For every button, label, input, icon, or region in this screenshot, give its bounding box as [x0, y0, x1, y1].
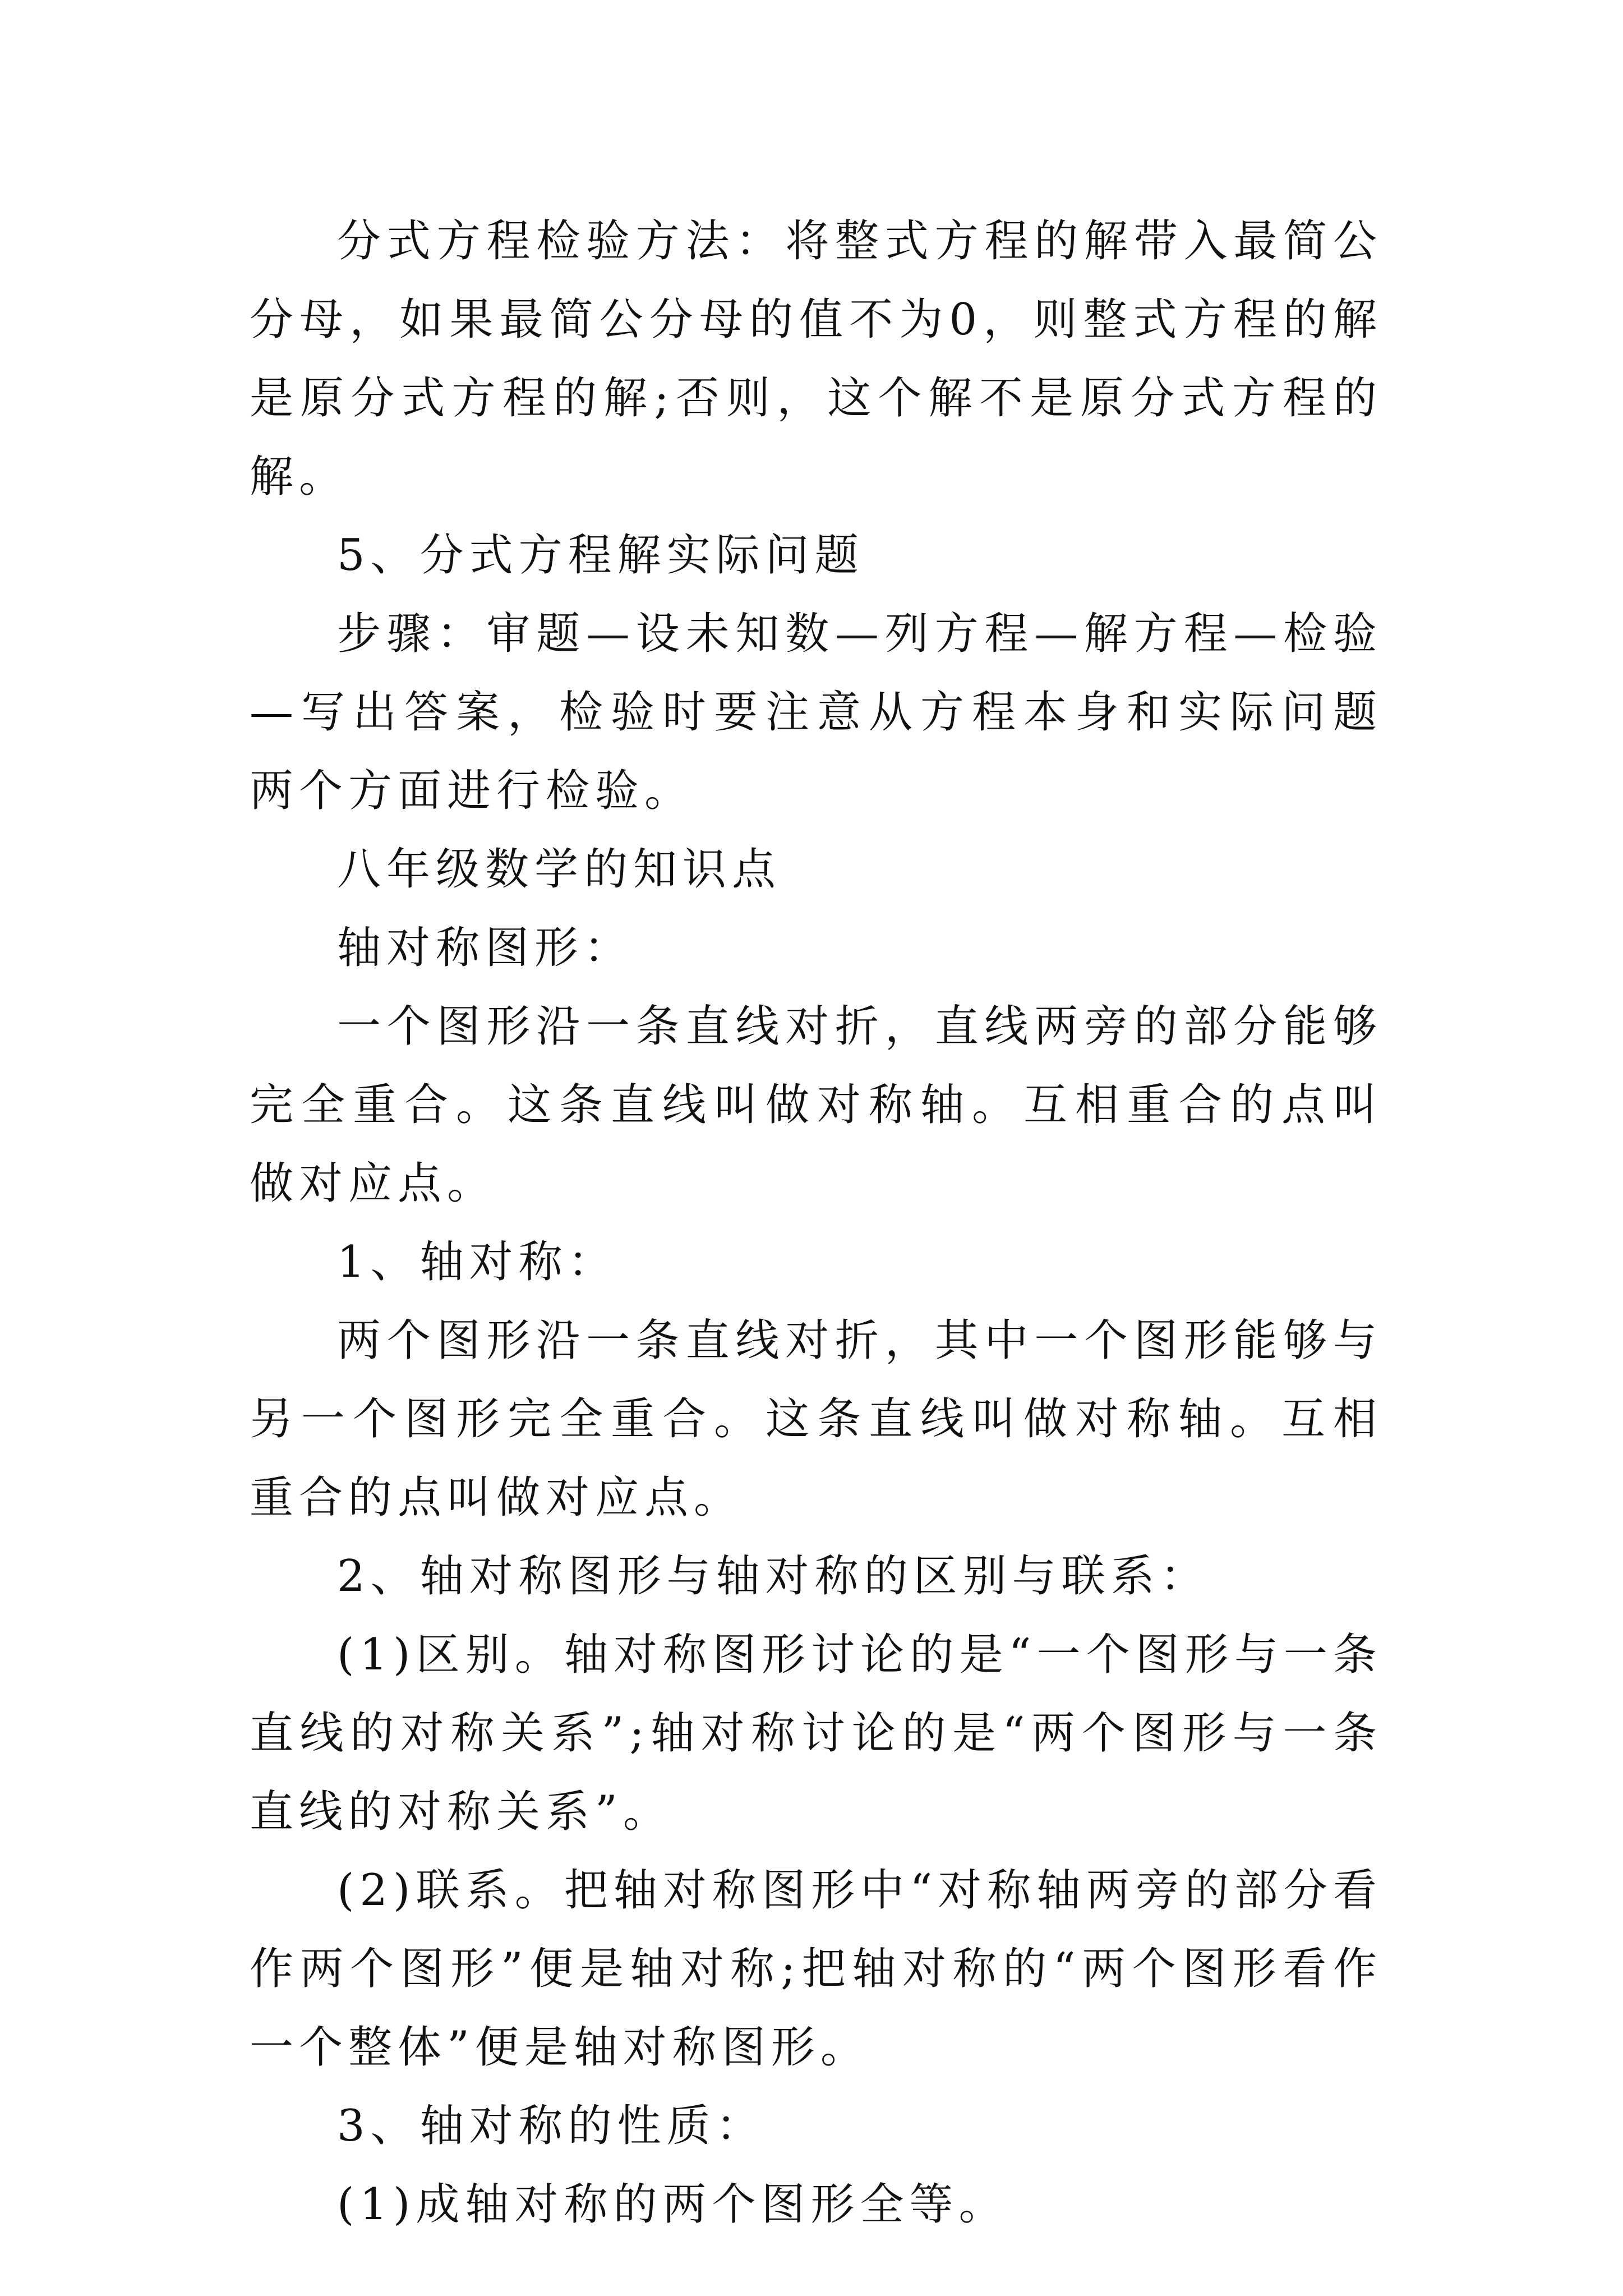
paragraph-property-1: (1)成轴对称的两个图形全等。 [337, 2179, 1008, 2230]
heading-word-problems: 5、分式方程解实际问题 [337, 530, 864, 581]
heading-axisymmetric-figure: 轴对称图形： [337, 923, 634, 973]
section-title-grade8-math: 八年级数学的知识点 [337, 844, 782, 895]
paragraph-axisymmetric-figure-definition: 一个图形沿一条直线对折，直线两旁的部分能够完全重合。这条直线叫做对称轴。互相重合的点叫做对应点。 [250, 1001, 1382, 1209]
heading-axial-symmetry: 1、轴对称： [337, 1237, 617, 1287]
heading-difference-and-relation: 2、轴对称图形与轴对称的区别与联系： [337, 1551, 1210, 1602]
paragraph-fractional-equation-check: 分式方程检验方法：将整式方程的解带入最简公分母，如果最简公分母的值不为0，则整式方程的解是原分式方程的解;否则，这个解不是原分式方程的解。 [250, 216, 1382, 502]
heading-properties: 3、轴对称的性质： [337, 2101, 766, 2151]
paragraph-relation: (2)联系。把轴对称图形中“对称轴两旁的部分看作两个图形”便是轴对称;把轴对称的“两个图形看作一个整体”便是轴对称图形。 [250, 1865, 1382, 2073]
paragraph-difference: (1)区别。轴对称图形讨论的是“一个图形与一条直线的对称关系”;轴对称讨论的是“两个图形与一条直线的对称关系”。 [250, 1630, 1382, 1837]
paragraph-solving-steps: 步骤：审题—设未知数—列方程—解方程—检验—写出答案，检验时要注意从方程本身和实际问题两个方面进行检验。 [250, 609, 1382, 816]
paragraph-axial-symmetry-definition: 两个图形沿一条直线对折，其中一个图形能够与另一个图形完全重合。这条直线叫做对称轴。互相重合的点叫做对应点。 [250, 1315, 1382, 1523]
document-body [250, 202, 1382, 2244]
